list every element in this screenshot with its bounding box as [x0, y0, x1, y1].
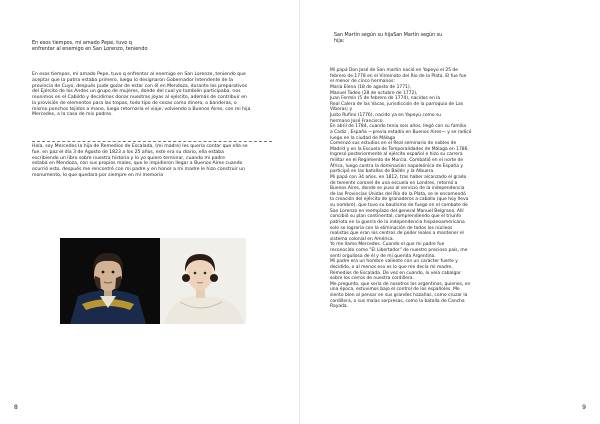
biography-text: Mi papá Don José de San martín nació en Yapeyú el 25 de febrero de 1778 en el Virreinato del Río de la Plata. El fue fue el menor de cinco hermanos: María Elena (18 de agosto de 1771), Manuel Tadeo (28 de octubre de 1772), Juan Fermín (5 de febrero de 1774), nacidos en la Real Calera de las Vacas, jurisdicción de la parroquia de Las Víboras; y Justo Rufino (1776), nacido ya en Yapeyú como su hermano José Francisco. En abril de 1784, cuando tenía seis años, llegó con su familia a Cadiz , España —previa estadía en Buenos Aires— y se radicó luego en la ciudad de Málaga Comenzó sus estudios en el Real seminario de nobles de Madrid y en la Escuela de Temporalidades de Málaga en 1786. Ingresó posteriormente al ejército español e hizo su carrera militar en el Regimiento de Murcia. Combatió en el norte de África, luego contra la dominación napoleónica de España y participó en las batallas de Bailén y la Albuera. Mi papá con 34 años, en 1812, tras haber alcanzado el grado de teniente coronel de una escuela en Londres, retornó a Buenos Aires, donde se puso al servicio de la independencia de las Provincias Unidas del Río de la Plata, se le encomendó la creación del ejército de granaderos a caballo (que hoy lleva su nombre), que tuvo su bautismo de fuego en el combate de San Lorenzo en reemplazo del general Manuel Belgrano. Allí concibió su plan continental, comprendiendo que el triunfo patriota en la guerra de la independencia hispanoamericana solo se lograría con la eliminación de todos los núcleos realistas que eran los centros de poder leales a mantener el sistema colonial en América. Yo me llamo Mercedes. Cuando el que mi padre fue reconocido como "El Libertador" de nuestro precioso país, me sentí orgullosa de él y de mi querida Argentina. Mi padre era un hombre valiente con un carácter fuerte y decidido, o al menos eso es lo que me decía mi madre, Remedios de Escalada. De vez en cuando, lo veía cabalgar sobre los cerros de nuestra cordillera. Me pregunto, que sería de nosotros los argentinos, quienes, en una época, estuvimos bajo el control de los españoles. Me siento bien al pensar en sus grandes hazañas, como cruzar la cordillera, o sus malas sorpresas, como la batalla de Cancha Rayada. [330, 68, 472, 310]
portrait-image [60, 238, 246, 324]
chapter-heading: San Martín según su hijaSan Martín según su hija: [334, 33, 443, 44]
page-number-left: 8 [14, 404, 18, 411]
diary-paragraph: En esos tiempos, mi amado Pepe, tuvo q enfrentar al enemigo en San Lorenzo, teniendo que aceptar que la patria estaba primero, luego lo designaron Gobernador Intendente de la provincia de Cuyo, después pude gozar de estar con él en Mendoza, durante los preparativos del Ejército de los Andes un grupo de mujeres, donde del cual yo también participaba, nos reunimos en el Cabildo y decidimos donar nuestras joyas al ejército, además de contribuir en la provisión de elementos para las tropas, todo tipo de cosas como dinero, o banderas, o mismo ponchos tejidos a mano, luego retornaría el viaje, volviendo a Buenos Aires, con mi hija Mercedes, a la casa de mis padres. [32, 72, 251, 118]
dashed-separator [32, 141, 272, 142]
page-number-right: 9 [582, 404, 586, 411]
remedios-figure [160, 238, 246, 324]
mercedes-letter: Hola, soy Mercedes la hija de Remedios de Escalada, (mi madre) les quería contar que ella se fue. en paz el día 3 de Agosto de 1823 a los 25 años, este era su diario, ella estaba escribiendo un libro sobre nuestra historia y lo yo quiero terminar, cuando mi padre estaba en Mendoza, con sus propios males, que le impidieron llegar a Buenos Aires cuando ocurrió esto, después me rencontré con mi padre y en honor a mi madre le hizo construir un monumento, lo que quedara por siempre en mi memoria [32, 144, 248, 178]
right-page [300, 0, 600, 424]
portrait-illustration [60, 238, 246, 324]
intro-text: En esos tiempos, mi amado Pepe, tuvo q enfrentar al enemigo en San Lorenzo, teniendo [32, 40, 148, 53]
